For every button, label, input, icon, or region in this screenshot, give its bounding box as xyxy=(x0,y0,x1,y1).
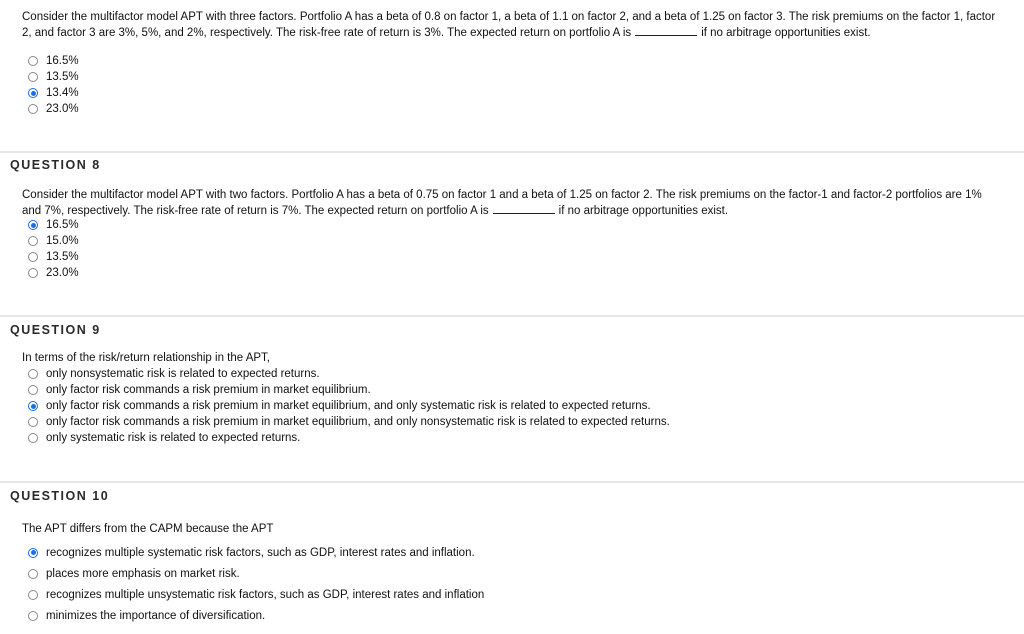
radio-button[interactable] xyxy=(28,569,38,579)
q8-option-3[interactable]: 23.0% xyxy=(28,265,79,281)
q8-header: QUESTION 8 xyxy=(10,158,101,172)
radio-button[interactable] xyxy=(28,417,38,427)
q10-options xyxy=(28,542,484,626)
q9-header: QUESTION 9 xyxy=(10,323,101,337)
radio-button[interactable] xyxy=(28,611,38,621)
q8-options xyxy=(28,217,79,281)
q9-options xyxy=(28,366,670,446)
q9-question-text: In terms of the risk/return relationship in the APT, xyxy=(22,352,271,364)
radio-button[interactable] xyxy=(28,56,38,66)
radio-button-selected[interactable] xyxy=(28,548,38,558)
q7-option-3[interactable]: 23.0% xyxy=(28,101,79,117)
radio-button[interactable] xyxy=(28,72,38,82)
q9-option-1[interactable]: only factor risk commands a risk premium in market equilibrium. xyxy=(28,382,670,398)
radio-button[interactable] xyxy=(28,236,38,246)
radio-button-selected[interactable] xyxy=(28,220,38,230)
q9-option-3[interactable]: only factor risk commands a risk premium in market equilibrium, and only nonsystematic risk is related to expected returns. xyxy=(28,414,670,430)
radio-button[interactable] xyxy=(28,433,38,443)
q10-option-0[interactable]: recognizes multiple systematic risk factors, such as GDP, interest rates and inflation. xyxy=(28,542,484,563)
q10-option-2[interactable]: recognizes multiple unsystematic risk factors, such as GDP, interest rates and inflation xyxy=(28,584,484,605)
radio-button[interactable] xyxy=(28,590,38,600)
q7-question-text: Consider the multifactor model APT with three factors. Portfolio A has a beta of 0.8 on factor 1, a beta of 1.1 on factor 2, and a beta of 1.25 on factor 3. The risk premiums on the factor 1, factor 2, and factor 3 are 3%, 5%, and 2%, respectively. The risk-free rate of return is 3%. The expected return on portfolio A is if no arbitrage opportunities exist. xyxy=(22,11,996,39)
q9-option-0[interactable]: only nonsystematic risk is related to expected returns. xyxy=(28,366,670,382)
radio-button[interactable] xyxy=(28,385,38,395)
q10-option-1[interactable]: places more emphasis on market risk. xyxy=(28,563,484,584)
section-divider xyxy=(0,315,1024,317)
radio-button[interactable] xyxy=(28,252,38,262)
q9-option-2[interactable]: only factor risk commands a risk premium in market equilibrium, and only systematic risk is related to expected returns. xyxy=(28,398,670,414)
q7-options xyxy=(28,53,79,117)
radio-button-selected[interactable] xyxy=(28,401,38,411)
radio-button[interactable] xyxy=(28,268,38,278)
radio-button[interactable] xyxy=(28,104,38,114)
q10-question-text: The APT differs from the CAPM because the APT xyxy=(22,523,274,535)
q10-option-3[interactable]: minimizes the importance of diversification. xyxy=(28,605,484,626)
q10-header: QUESTION 10 xyxy=(10,489,110,503)
q8-option-1[interactable]: 15.0% xyxy=(28,233,79,249)
q9-option-4[interactable]: only systematic risk is related to expected returns. xyxy=(28,430,670,446)
q7-option-2[interactable]: 13.4% xyxy=(28,85,79,101)
q8-question-text: Consider the multifactor model APT with two factors. Portfolio A has a beta of 0.75 on factor 1 and a beta of 1.25 on factor 2. The risk premiums on the factor-1 and factor-2 portfolios are 1% and 7%, respectively. The risk-free rate of return is 7%. The expected return on portfolio A is if no arbitrage opportunities exist. xyxy=(22,189,982,217)
section-divider xyxy=(0,151,1024,153)
radio-button-selected[interactable] xyxy=(28,88,38,98)
q7-option-1[interactable]: 13.5% xyxy=(28,69,79,85)
answer-blank xyxy=(493,203,555,214)
q8-option-0[interactable]: 16.5% xyxy=(28,217,79,233)
radio-button[interactable] xyxy=(28,369,38,379)
q8-option-2[interactable]: 13.5% xyxy=(28,249,79,265)
answer-blank xyxy=(635,25,697,36)
q7-option-0[interactable]: 16.5% xyxy=(28,53,79,69)
section-divider xyxy=(0,481,1024,483)
